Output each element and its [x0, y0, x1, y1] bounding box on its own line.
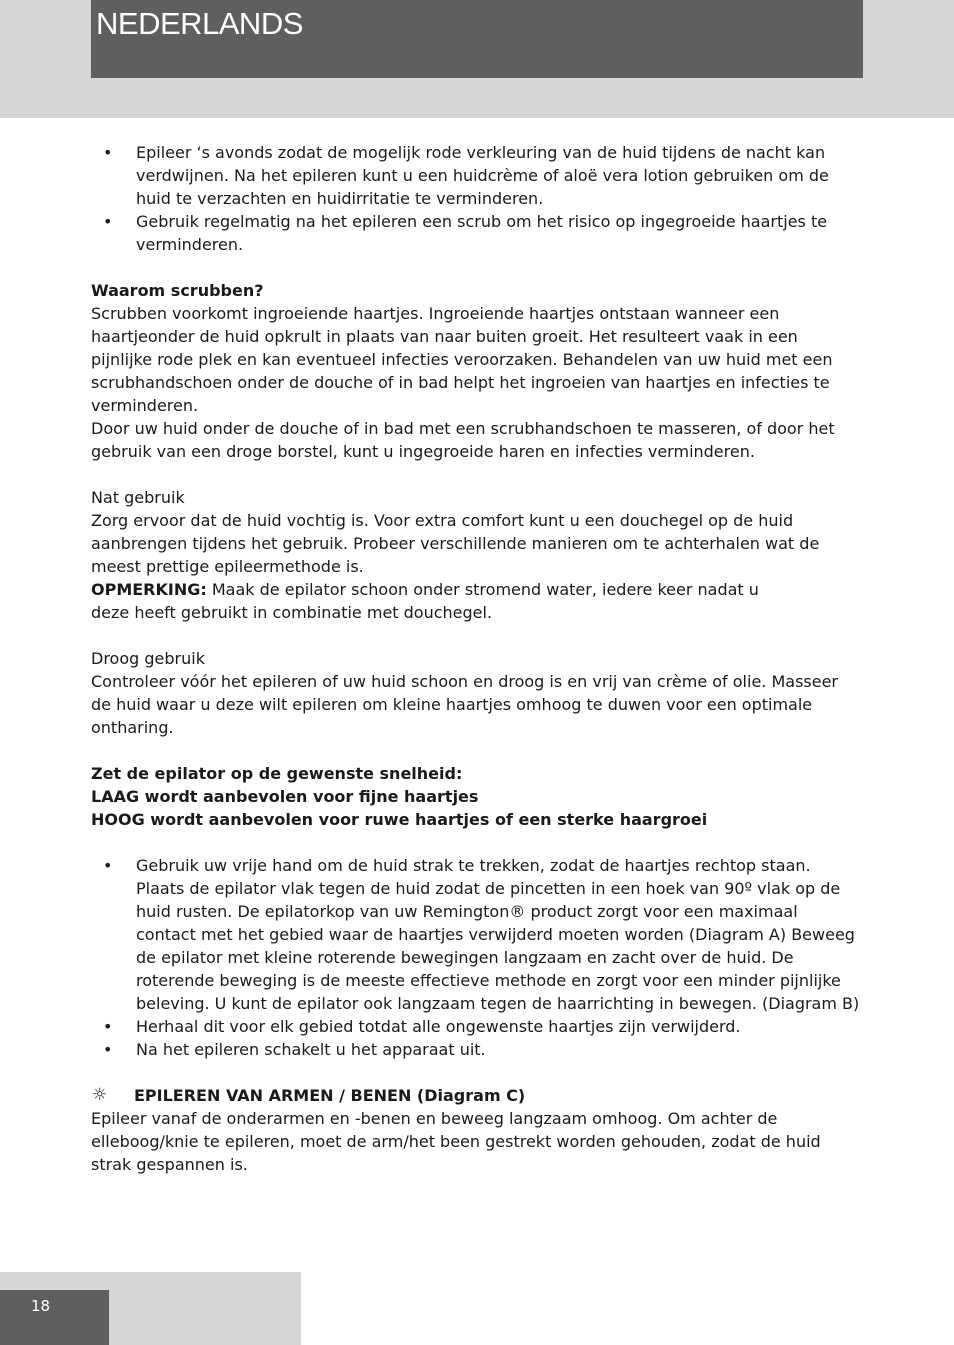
- note-continuation: deze heeft gebruikt in combinatie met douchegel.: [91, 603, 493, 622]
- list-item: • Epileer ‘s avonds zodat de mogelijk rode verkleuring van de huid tijdens de nacht kan verdwijnen. Na het epileren kunt u een huidcrème of aloë vera lotion gebruiken om de huid te verzachten en huidirritatie te verminderen.: [91, 141, 861, 210]
- paragraph: Scrubben voorkomt ingroeiende haartjes. Ingroeiende haartjes ontstaan wanneer een haartjeonder de huid opkrult in plaats van naar buiten groeit. Het resulteert vaak in een pijnlijke rode plek en kan eventueel infecties veroorzaken. Behandelen van uw huid met een scrubhandschoen onder de douche of in bad helpt het ingroeien van haartjes en infecties te verminderen.: [91, 304, 833, 415]
- paragraph: Epileer vanaf de onderarmen en -benen en beweeg langzaam omhoog. Om achter de elleboog/knie te epileren, moet de arm/het been gestrekt worden gehouden, zodat de huid strak gespannen is.: [91, 1109, 821, 1174]
- page-number-box: [0, 1290, 109, 1345]
- page-title: NEDERLANDS: [96, 6, 303, 41]
- header-bar: [91, 0, 863, 78]
- speed-heading: Zet de epilator op de gewenste snelheid:: [91, 764, 463, 783]
- section-heading-dry: Droog gebruik: [91, 649, 205, 668]
- list-item: • Na het epileren schakelt u het apparaat uit.: [91, 1038, 861, 1061]
- paragraph: Door uw huid onder de douche of in bad met een scrubhandschoen te masseren, of door het gebruik van een droge borstel, kunt u ingegroeide haren en infecties verminderen.: [91, 419, 835, 461]
- list-item: • Gebruik uw vrije hand om de huid strak te trekken, zodat de haartjes rechtop staan. Plaats de epilator vlak tegen de huid zodat de pincetten in een hoek van 90º vlak op de huid rusten. De epilatorkop van uw Remington® product zorgt voor een maximaal contact met het gebied waar de haartjes verwijderd moeten worden (Diagram A) Beweeg de epilator met kleine roterende bewegingen langzaam en zacht over de huid. De roterende beweging is de meeste effectieve methode en zorgt voor een minder pijnlijke beleving. U kunt de epilator ook langzaam tegen de haarrichting in bewegen. (Diagram B): [91, 854, 861, 1015]
- note-text: Maak de epilator schoon onder stromend water, iedere keer nadat u: [206, 580, 759, 599]
- intro-bullet-list: [91, 141, 861, 256]
- sun-icon: ☼: [92, 1085, 108, 1105]
- note: [91, 578, 861, 601]
- note-label: OPMERKING:: [91, 580, 207, 599]
- section-heading-text: EPILEREN VAN ARMEN / BENEN (Diagram C): [134, 1086, 526, 1105]
- section-heading-wet: Nat gebruik: [91, 488, 185, 507]
- section-heading-arms-legs: [91, 1084, 861, 1107]
- usage-bullet-list: [91, 854, 861, 1061]
- list-item: • Herhaal dit voor elk gebied totdat alle ongewenste haartjes zijn verwijderd.: [91, 1015, 861, 1038]
- speed-low: LAAG wordt aanbevolen voor fijne haartjes: [91, 787, 479, 806]
- main-content: [91, 141, 861, 1176]
- section-heading-scrub: Waarom scrubben?: [91, 281, 264, 300]
- list-item: • Gebruik regelmatig na het epileren een scrub om het risico op ingegroeide haartjes te verminderen.: [91, 210, 861, 256]
- paragraph: Zorg ervoor dat de huid vochtig is. Voor extra comfort kunt u een douchegel op de huid aanbrengen tijdens het gebruik. Probeer verschillende manieren om te achterhalen wat de meest prettige epileermethode is.: [91, 511, 820, 576]
- paragraph: Controleer vóór het epileren of uw huid schoon en droog is en vrij van crème of olie. Masseer de huid waar u deze wilt epileren om kleine haartjes omhoog te duwen voor een optimale ontharing.: [91, 672, 839, 737]
- speed-high: HOOG wordt aanbevolen voor ruwe haartjes of een sterke haargroei: [91, 810, 708, 829]
- page-number: 18: [31, 1297, 51, 1315]
